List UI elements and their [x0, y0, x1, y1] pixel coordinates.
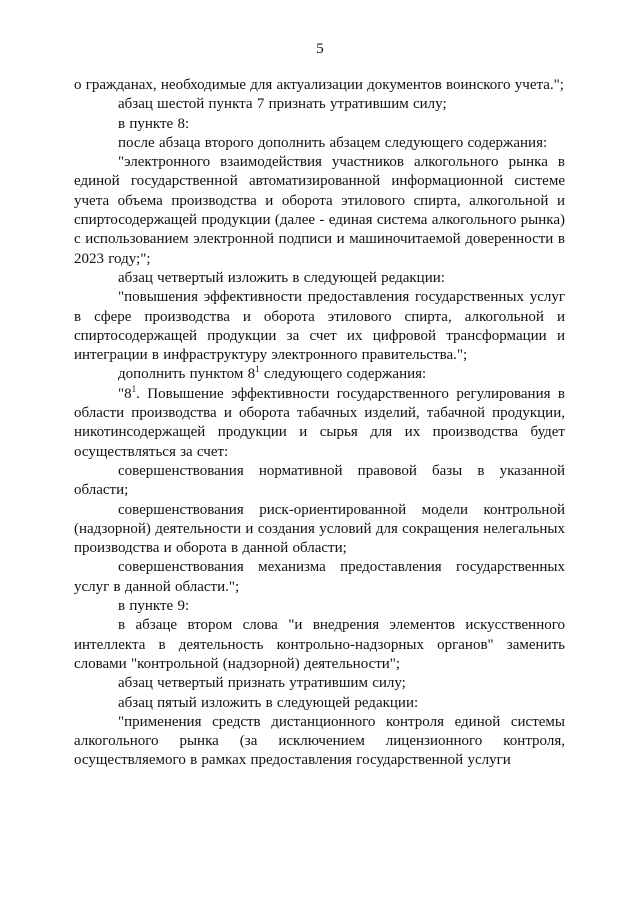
paragraph-text: дополнить пунктом 8: [118, 366, 256, 383]
paragraph: "применения средств дистанционного контроля единой системы алкогольного рынка (за исключением лицензионного контроля, осуществляемого в рамках предоставления государственной услуги: [74, 713, 565, 769]
page-number: 5: [316, 41, 324, 57]
paragraph: в пункте 8:: [118, 115, 190, 132]
paragraph-text: . Повышение эффективности государственного регулирования в области производства и оборота табачных изделий, табачной продукции, никотинсодержащей продукции и сырья для их производства будет осуществляться за счет:: [74, 385, 565, 460]
document-body: [74, 76, 565, 771]
paragraph: абзац четвертый признать утратившим силу;: [118, 675, 406, 692]
paragraph: [74, 385, 565, 462]
paragraph: совершенствования механизма предоставления государственных услуг в данной области.";: [74, 559, 565, 595]
paragraph: [74, 365, 565, 384]
paragraph-text: следующего содержания:: [259, 366, 427, 383]
paragraph: "электронного взаимодействия участников алкогольного рынка в единой государственной автоматизированной информационной системе учета объема производства и оборота этилового спирта, алкогольной и спиртосодержащей продукции (далее - единая система алкогольного рынка) с использованием электронной подписи и машиночитаемой доверенности в 2023 году;";: [74, 154, 565, 267]
paragraph: абзац шестой пункта 7 признать утратившим силу;: [118, 96, 447, 113]
superscript: 1: [255, 364, 260, 375]
paragraph: в абзаце втором слова "и внедрения элементов искусственного интеллекта в деятельность контрольно-надзорных органов" заменить словами "контрольной (надзорной) деятельности";: [74, 617, 565, 672]
paragraph: абзац четвертый изложить в следующей редакции:: [118, 269, 445, 286]
paragraph: совершенствования риск-ориентированной модели контрольной (надзорной) деятельности и создания условий для сокращения нелегальных производства и оборота в данной области;: [74, 501, 565, 557]
paragraph-text: "8: [118, 385, 132, 402]
paragraph: в пункте 9:: [118, 598, 190, 615]
paragraph: совершенствования нормативной правовой базы в указанной области;: [74, 462, 565, 499]
paragraph: после абзаца второго дополнить абзацем следующего содержания:: [118, 134, 548, 151]
paragraph: "повышения эффективности предоставления государственных услуг в сфере производства и оборота этилового спирта, алкогольной и спиртосодержащей продукции за счет их цифровой трансформации и интеграции в инфраструктуру электронного правительства.";: [74, 289, 565, 364]
paragraph: о гражданах, необходимые для актуализации документов воинского учета.";: [74, 77, 564, 93]
paragraph: абзац пятый изложить в следующей редакции:: [118, 694, 419, 711]
superscript: 1: [131, 383, 137, 394]
